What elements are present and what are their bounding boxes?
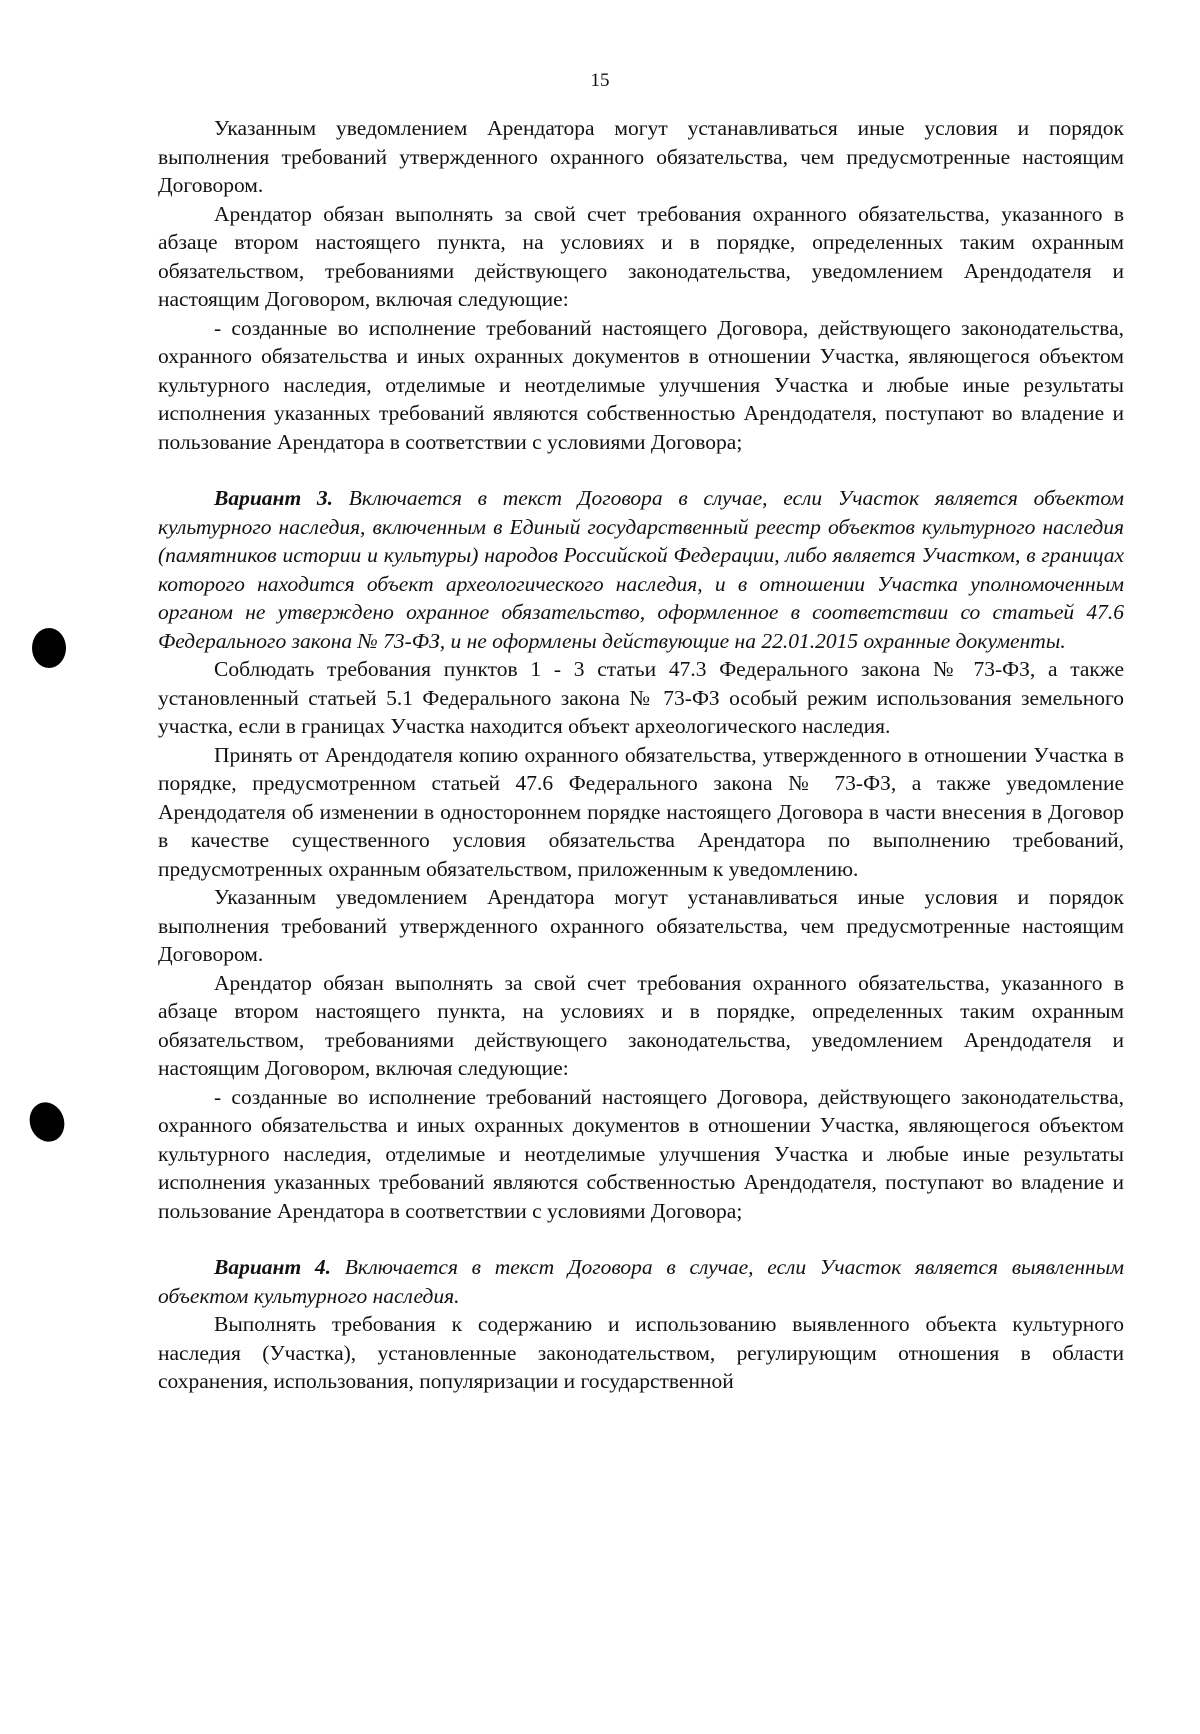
paragraph: Принять от Арендодателя копию охранного обязательства, утвержденного в отношении Участка в порядке, предусмотренном статьей 47.6 Федерального закона № 73-ФЗ, а также уведомление Арендодателя об изменении в одностороннем порядке настоящего Договора в части внесения в Договор в качестве существенного условия обязательства Арендатора по выполнению требований, предусмотренных охранным обязательством, приложенным к уведомлению. xyxy=(158,742,1124,881)
list-paragraph: - созданные во исполнение требований настоящего Договора, действующего законодательства, охранного обязательства и иных охранных документов в отношении Участка, являющегося объектом культурного наследия, отделимые и неотделимые улучшения Участка и любые иные результаты исполнения указанных требований являются собственностью Арендодателя, поступают во владение и пользование Арендатора в соответствии с условиями Договора; xyxy=(158,315,1124,454)
paragraph: Арендатор обязан выполнять за свой счет требования охранного обязательства, указанного в абзаце втором настоящего пункта, на условиях и в порядке, определенных таким охранным обязательством, требованиями действующего законодательства, уведомлением Арендодателя и настоящим Договором, включая следующие: xyxy=(158,970,1124,1080)
page-number: 15 xyxy=(590,70,610,91)
document-body xyxy=(158,114,1124,1396)
paragraph: Указанным уведомлением Арендатора могут устанавливаться иные условия и порядок выполнения требований утвержденного охранного обязательства, чем предусмотренные настоящим Договором. xyxy=(158,885,1124,966)
paragraph: Выполнять требования к содержанию и использованию выявленного объекта культурного наследия (Участка), установленные законодательством, регулирующим отношения в области сохранения, использования, популяризации и государственной xyxy=(158,1312,1124,1393)
paragraph: Соблюдать требования пунктов 1 - 3 статьи 47.3 Федерального закона № 73-ФЗ, а также установленный статьей 5.1 Федерального закона № 73-ФЗ особый режим использования земельного участка, если в границах Участка находится объект археологического наследия. xyxy=(158,657,1124,738)
paragraph: Арендатор обязан выполнять за свой счет требования охранного обязательства, указанного в абзаце втором настоящего пункта, на условиях и в порядке, определенных таким охранным обязательством, требованиями действующего законодательства, уведомлением Арендодателя и настоящим Договором, включая следующие: xyxy=(158,201,1124,311)
list-paragraph: - созданные во исполнение требований настоящего Договора, действующего законодательства, охранного обязательства и иных охранных документов в отношении Участка, являющегося объектом культурного наследия, отделимые и неотделимые улучшения Участка и любые иные результаты исполнения указанных требований являются собственностью Арендодателя, поступают во владение и пользование Арендатора в соответствии с условиями Договора; xyxy=(158,1084,1124,1223)
punch-hole-mark xyxy=(32,628,66,668)
variant-4-heading xyxy=(158,1253,1124,1310)
variant-3-heading xyxy=(158,484,1124,655)
paragraph: Указанным уведомлением Арендатора могут устанавливаться иные условия и порядок выполнения требований утвержденного охранного обязательства, чем предусмотренные настоящим Договором. xyxy=(158,116,1124,197)
variant-3-label: Вариант 3. xyxy=(214,486,334,510)
punch-hole-mark xyxy=(24,1097,70,1146)
variant-4-label: Вариант 4. xyxy=(214,1255,332,1279)
variant-3-description: Включается в текст Договора в случае, если Участок является объектом культурного наследия, включенным в Единый государственный реестр объектов культурного наследия (памятников истории и культуры) народов Российской Федерации, либо является Участком, в границах которого находится объект археологического наследия, и в отношении Участка уполномоченным органом не утверждено охранное обязательство, оформленное в соответствии со статьей 47.6 Федерального закона № 73-ФЗ, и не оформлены действующие на 22.01.2015 охранные документы. xyxy=(158,486,1124,653)
variant-4-description: Включается в текст Договора в случае, если Участок является выявленным объектом культурного наследия. xyxy=(158,1255,1124,1308)
